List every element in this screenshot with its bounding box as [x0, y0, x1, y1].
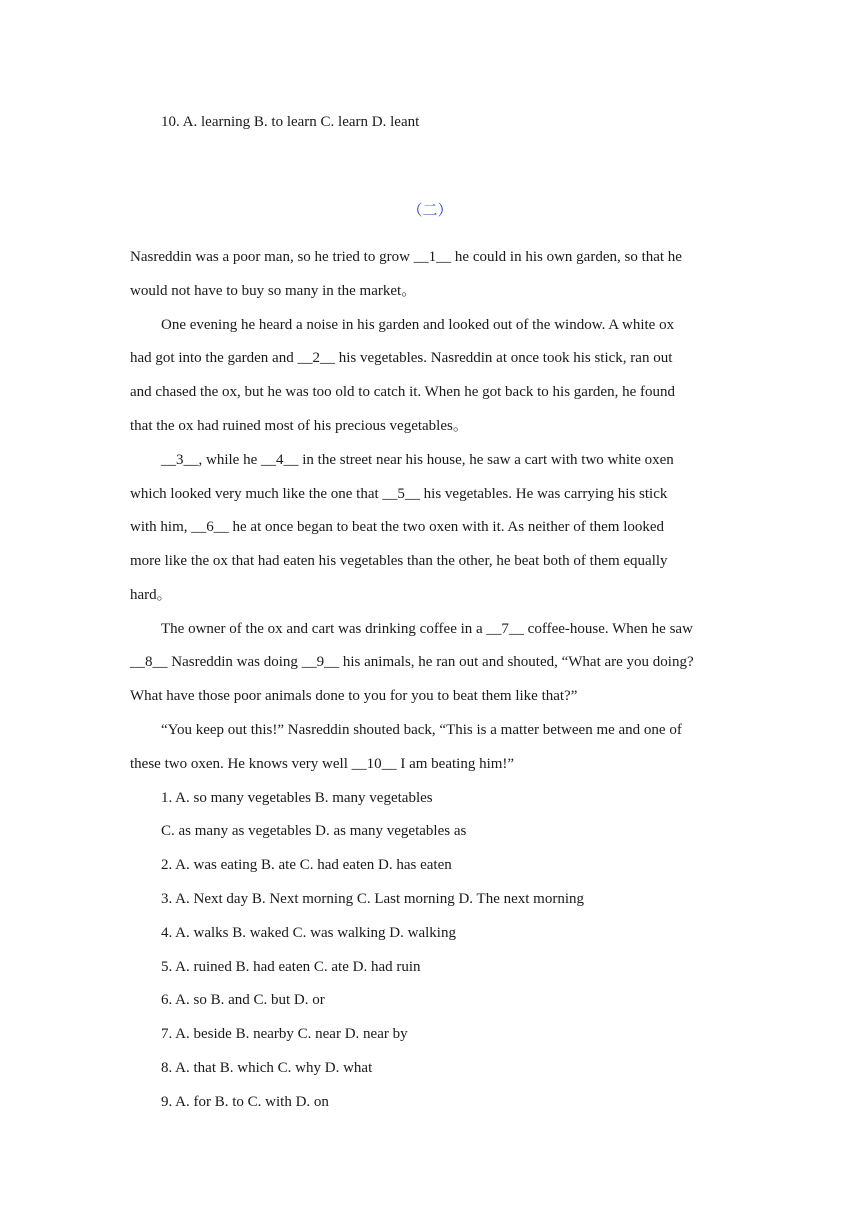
option-line: 5. A. ruined B. had eaten C. ate D. had ruin [161, 959, 421, 975]
passage-line: would not have to buy so many in the market。 [130, 283, 417, 299]
passage-line: these two oxen. He knows very well __10__ I am beating him!” [130, 756, 515, 772]
passage-line: One evening he heard a noise in his garden and looked out of the window. A white ox [161, 317, 675, 333]
option-line: 2. A. was eating B. ate C. had eaten D. has eaten [161, 857, 452, 873]
passage-line: that the ox had ruined most of his precious vegetables。 [130, 418, 468, 434]
passage-line: __3__, while he __4__ in the street near his house, he saw a cart with two white oxen [161, 452, 674, 468]
option-line: 9. A. for B. to C. with D. on [161, 1094, 329, 1110]
option-line: 3. A. Next day B. Next morning C. Last morning D. The next morning [161, 891, 585, 907]
question-10-options: 10. A. learning B. to learn C. learn D. leant [161, 114, 420, 130]
passage-line: “You keep out this!” Nasreddin shouted back, “This is a matter between me and one of [161, 722, 682, 738]
option-line: C. as many as vegetables D. as many vegetables as [161, 823, 467, 839]
passage-line: Nasreddin was a poor man, so he tried to grow __1__ he could in his own garden, so that he [130, 249, 682, 265]
option-line: 6. A. so B. and C. but D. or [161, 992, 325, 1008]
passage-line: __8__ Nasreddin was doing __9__ his animals, he ran out and shouted, “What are you doing? [130, 654, 694, 670]
passage-line: had got into the garden and __2__ his vegetables. Nasreddin at once took his stick, ran out [130, 350, 673, 366]
passage-line: The owner of the ox and cart was drinking coffee in a __7__ coffee-house. When he saw [161, 621, 693, 637]
option-line: 7. A. beside B. nearby C. near D. near by [161, 1026, 408, 1042]
passage-line: What have those poor animals done to you for you to beat them like that?” [130, 688, 578, 704]
passage-line: hard。 [130, 587, 172, 603]
passage-line: which looked very much like the one that __5__ his vegetables. He was carrying his stick [130, 486, 668, 502]
option-line: 4. A. walks B. waked C. was walking D. walking [161, 925, 456, 941]
passage-line: and chased the ox, but he was too old to catch it. When he got back to his garden, he found [130, 384, 675, 400]
passage-line: more like the ox that had eaten his vegetables than the other, he beat both of them equally [130, 553, 668, 569]
passage-line: with him, __6__ he at once began to beat the two oxen with it. As neither of them looked [130, 519, 665, 535]
option-line: 8. A. that B. which C. why D. what [161, 1060, 373, 1076]
option-line: 1. A. so many vegetables B. many vegetables [161, 790, 433, 806]
section-heading: （二） [407, 201, 453, 219]
